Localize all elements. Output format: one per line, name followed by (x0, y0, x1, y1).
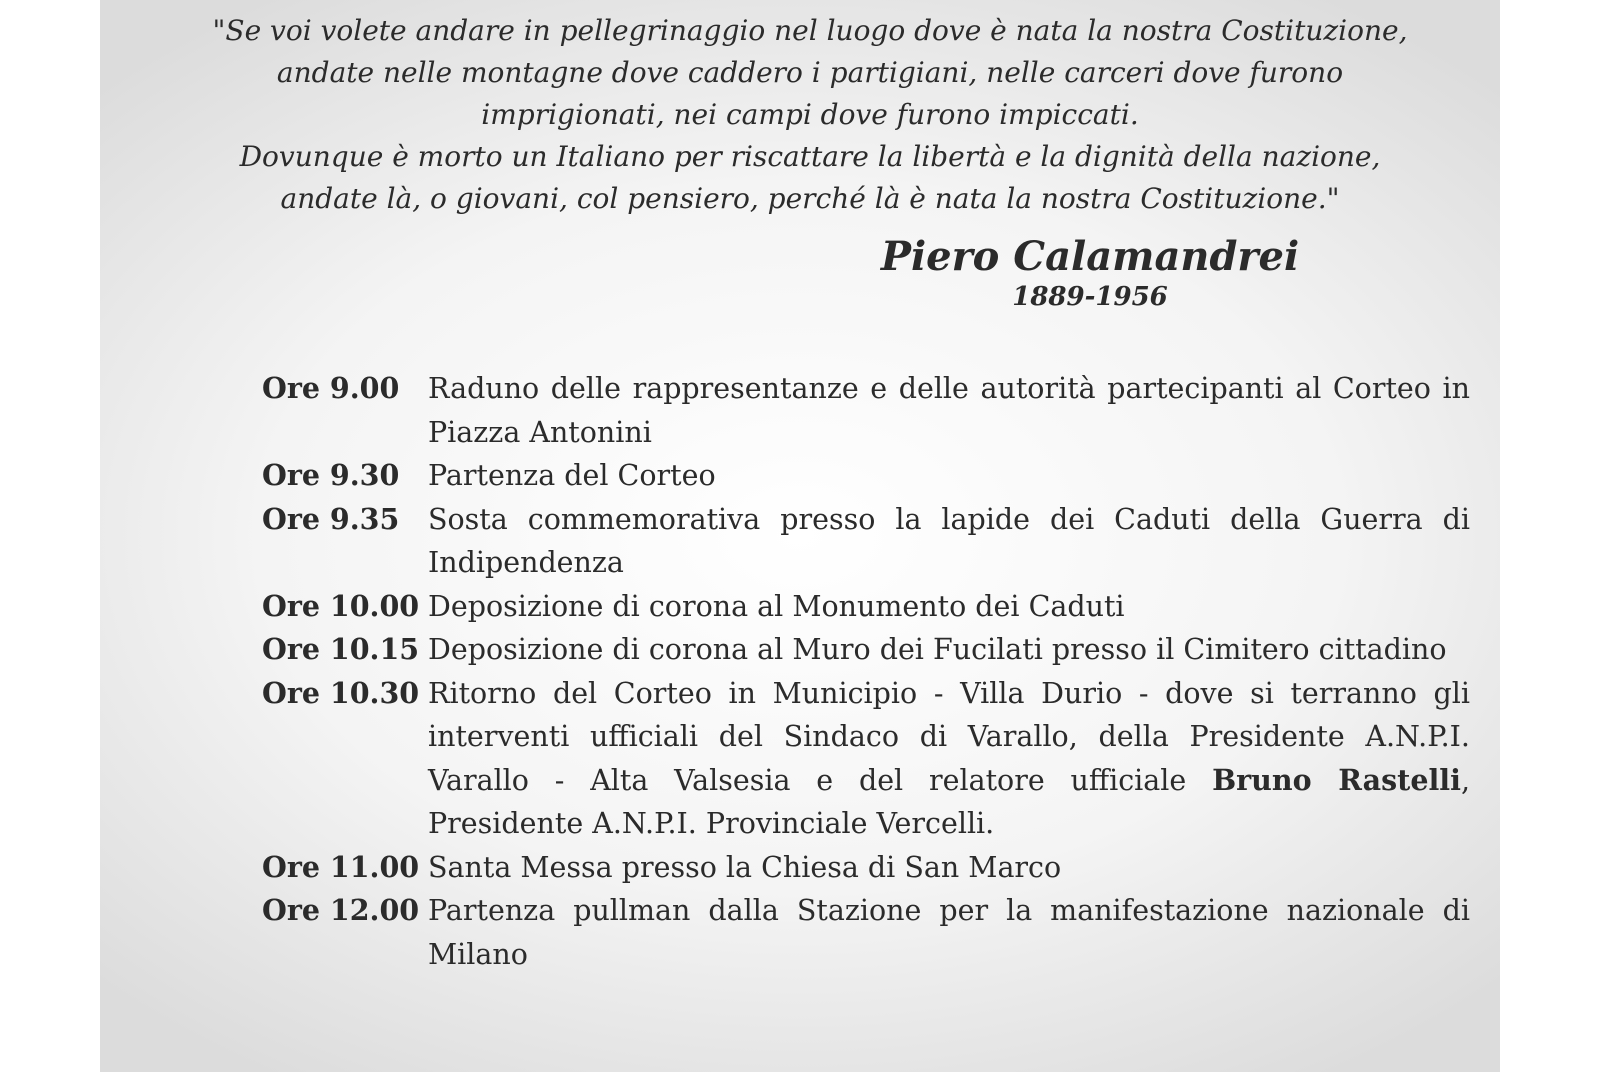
schedule-time: Ore 10.15 (262, 632, 420, 666)
schedule-description: Santa Messa presso la Chiesa di San Marco (428, 850, 1062, 884)
schedule-description: Sosta commemorativa presso la lapide dei Caduti della Guerra di Indipendenza (428, 502, 1470, 579)
event-schedule (262, 367, 1470, 976)
quote-line: "Se voi volete andare in pellegrinaggio nel luogo dove è nata la nostra Costituzione, (212, 14, 1408, 47)
schedule-time: Ore 9.30 (262, 458, 400, 492)
schedule-item (262, 628, 1470, 672)
schedule-time: Ore 10.00 (262, 588, 420, 623)
schedule-description: Raduno delle rappresentanze e delle autorità partecipanti al Corteo in Piazza Antonini (428, 372, 1470, 449)
schedule-time: Ore 10.30 (262, 675, 420, 710)
schedule-description: Partenza del Corteo (428, 459, 716, 492)
schedule-item (262, 498, 1470, 585)
schedule-description: Deposizione di corona al Muro dei Fucilati presso il Cimitero cittadino (428, 633, 1447, 666)
schedule-item (262, 889, 1470, 976)
document-page (100, 0, 1500, 1072)
quote-line: andate nelle montagne dove caddero i partigiani, nelle carceri dove furono (276, 56, 1344, 89)
quote-line: imprigionati, nei campi dove furono impiccati. (481, 98, 1139, 131)
schedule-description (428, 672, 1470, 846)
schedule-description: Deposizione di corona al Monumento dei Caduti (428, 589, 1125, 623)
schedule-time: Ore 9.35 (262, 501, 400, 536)
schedule-item (262, 454, 1470, 498)
speaker-name: Bruno Rastelli (1212, 762, 1461, 797)
schedule-time: Ore 12.00 (262, 893, 420, 927)
author-years: 1889-1956 (1012, 282, 1168, 312)
schedule-text-before: Ritorno del Corteo in Municipio - Villa Durio - dove si terranno gli interventi ufficiali del Sindaco di Varallo, della Presidente A.N.P.I. Varallo - Alta Valsesia e del relatore ufficiale (428, 676, 1470, 797)
quote-line: andate là, o giovani, col pensiero, perché là è nata la nostra Costituzione." (280, 182, 1340, 215)
schedule-description: Partenza pullman dalla Stazione per la manifestazione nazionale di Milano (428, 894, 1470, 971)
schedule-item (262, 846, 1470, 890)
author-name: Piero Calamandrei (880, 233, 1300, 280)
quote-line: Dovunque è morto un Italiano per riscattare la libertà e la dignità della nazione, (239, 140, 1381, 173)
schedule-item (262, 672, 1470, 846)
schedule-item (262, 585, 1470, 629)
quote-attribution (860, 232, 1320, 312)
schedule-time: Ore 9.00 (262, 371, 400, 405)
quote-block (100, 10, 1520, 220)
schedule-time: Ore 11.00 (262, 849, 420, 884)
schedule-item (262, 367, 1470, 454)
schedule-text-after: , Presidente A.N.P.I. Provinciale Vercelli. (428, 763, 1470, 840)
